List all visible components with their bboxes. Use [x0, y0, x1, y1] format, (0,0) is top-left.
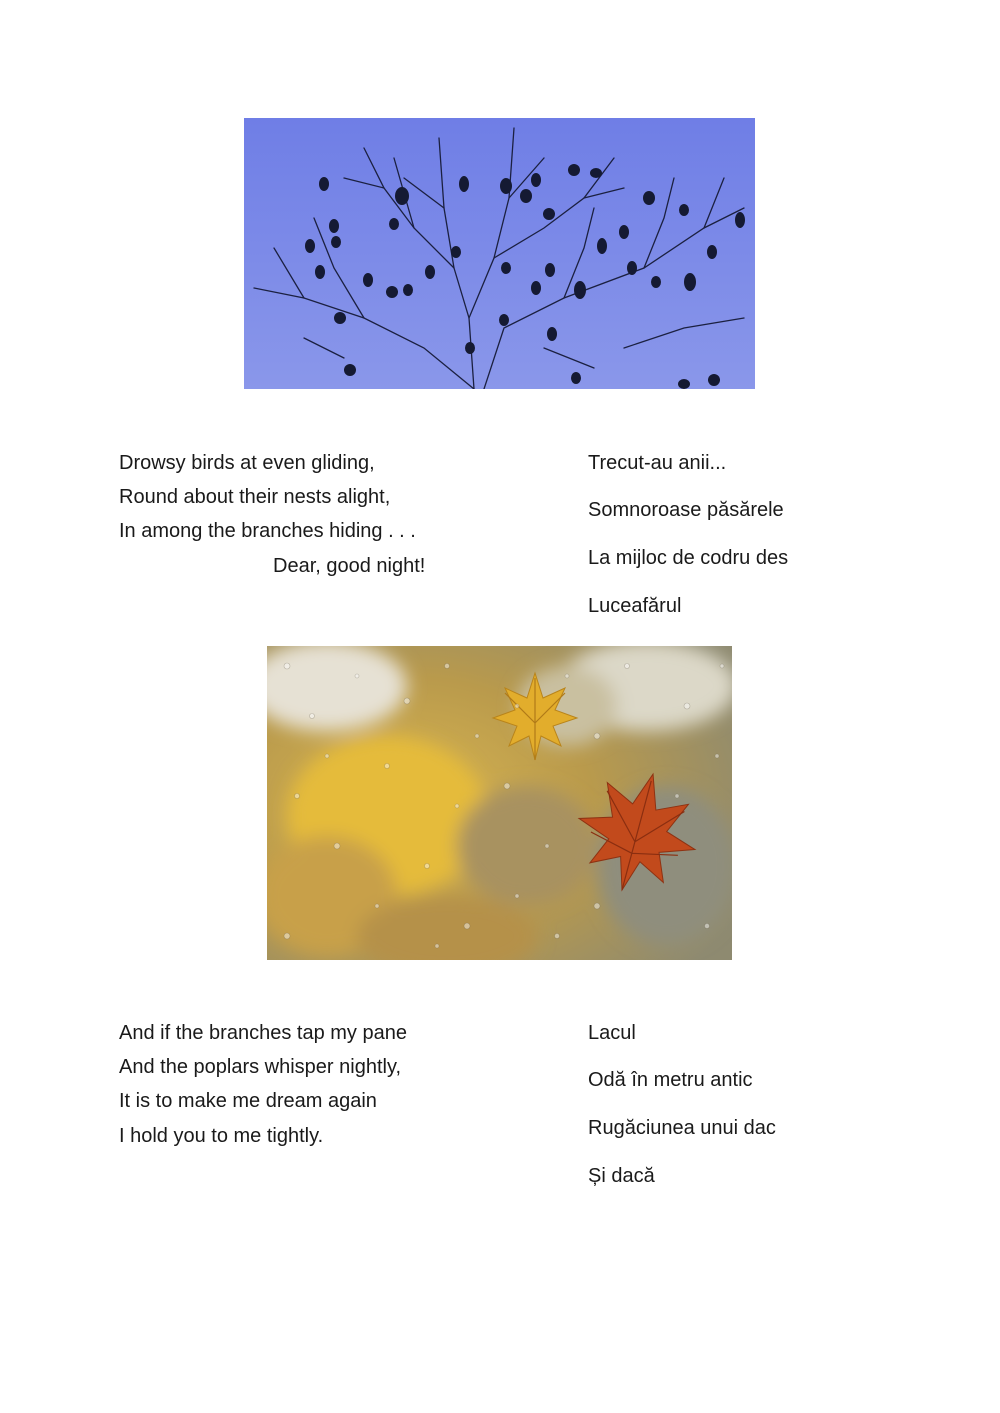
poem1-line-1: Drowsy birds at even gliding, [119, 452, 375, 474]
autumn-leaves-window-image [267, 646, 732, 960]
poem2-line-4: I hold you to me tightly. [119, 1125, 324, 1147]
birds-on-branches-image [244, 118, 755, 389]
poem1-line-3: In among the branches hiding . . . [119, 520, 416, 542]
option2-4: Și dacă [588, 1165, 655, 1187]
option1-4: Luceafărul [588, 595, 682, 617]
option1-1: Trecut-au anii... [588, 452, 727, 474]
option2-3: Rugăciunea unui dac [588, 1117, 776, 1139]
option2-1: Lacul [588, 1022, 636, 1044]
option2-2: Odă în metru antic [588, 1069, 753, 1091]
poem2-line-2: And the poplars whisper nightly, [119, 1056, 402, 1078]
option1-2: Somnoroase păsărele [588, 499, 784, 521]
poem1-line-4: Dear, good night! [273, 555, 426, 577]
poem1-line-2: Round about their nests alight, [119, 486, 391, 508]
poem2-line-1: And if the branches tap my pane [119, 1022, 407, 1044]
poem2-line-3: It is to make me dream again [119, 1090, 377, 1112]
option1-3: La mijloc de codru des [588, 547, 789, 569]
